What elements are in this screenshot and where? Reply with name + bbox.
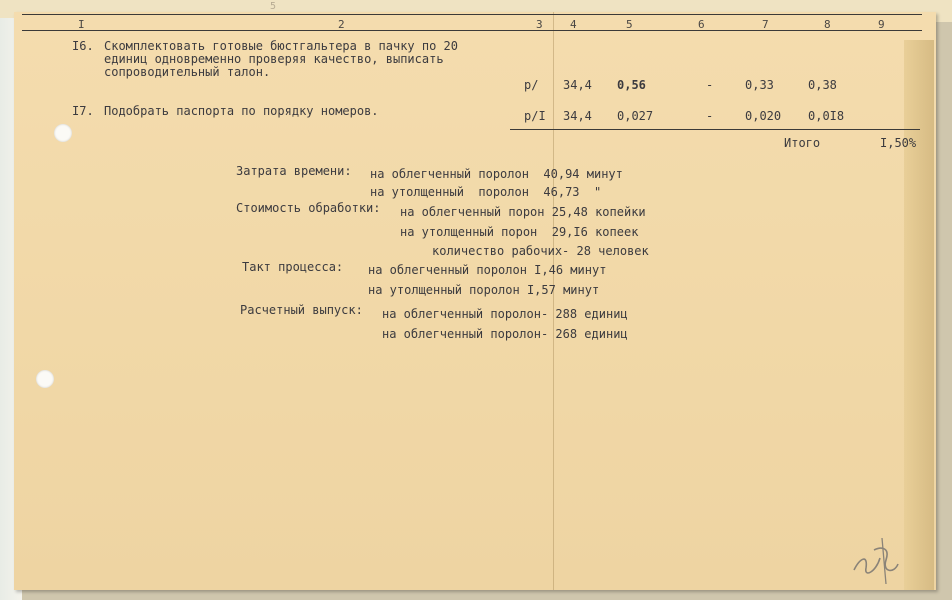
row-value-2: 0,56 xyxy=(617,78,646,92)
header-col-7: 7 xyxy=(762,18,769,31)
punch-hole-bottom xyxy=(36,370,54,388)
row-value-1: 34,4 xyxy=(563,109,592,123)
punch-hole-top xyxy=(54,124,72,142)
cost-line-1: на облегченный порон 25,48 копейки xyxy=(400,205,646,219)
row-value-4: 0,38 xyxy=(808,78,837,92)
time-line-2: на утолщенный поролон 46,73 " xyxy=(370,185,602,199)
total-rule xyxy=(510,129,920,130)
header-col-3: 3 xyxy=(536,18,543,31)
time-label: Затрата времени: xyxy=(236,164,352,178)
header-col-6: 6 xyxy=(698,18,705,31)
handwritten-signature xyxy=(846,528,906,588)
row-dash: - xyxy=(706,109,714,123)
time-line-1: на облегченный поролон 40,94 минут xyxy=(370,167,623,181)
takt-label: Такт процесса: xyxy=(242,260,344,274)
row-value-4: 0,0I8 xyxy=(808,109,845,123)
row-grade: р/ xyxy=(524,78,539,92)
header-col-9: 9 xyxy=(878,18,885,31)
row-grade: р/I xyxy=(524,109,546,123)
output-label: Расчетный выпуск: xyxy=(240,303,363,317)
row-value-1: 34,4 xyxy=(563,78,592,92)
row-value-3: 0,33 xyxy=(745,78,774,92)
row-text-line-1: Скомплектовать готовые бюстгальтера в пачку по 20 xyxy=(104,39,459,53)
row-value-3: 0,020 xyxy=(745,109,782,123)
row-text-line-2: единиц одновременно проверяя качество, выписать xyxy=(104,52,444,66)
cost-label: Стоимость обработки: xyxy=(236,201,381,215)
header-col-2: 2 xyxy=(338,18,345,31)
row-text-line-1: Подобрать паспорта по порядку номеров. xyxy=(104,104,379,118)
total-label: Итого xyxy=(784,136,821,150)
right-fold xyxy=(904,40,934,590)
takt-line-2: на утолщенный поролон I,57 минут xyxy=(368,283,600,297)
cost-line-2: на утолщенный порон 29,I6 копеек xyxy=(400,225,639,239)
row-text-line-3: сопроводительный талон. xyxy=(104,65,271,79)
row-dash: - xyxy=(706,78,714,92)
document-sheet xyxy=(14,12,936,590)
output-line-1: на облегченный поролон- 288 единиц xyxy=(382,307,628,321)
row-number: I7. xyxy=(72,104,94,118)
header-col-5: 5 xyxy=(626,18,633,31)
faint-number: 5 xyxy=(270,1,277,12)
header-bottom-rule xyxy=(22,30,922,31)
total-value: I,50% xyxy=(880,136,917,150)
row-number: I6. xyxy=(72,39,94,53)
header-top-rule xyxy=(22,14,922,15)
header-col-8: 8 xyxy=(824,18,831,31)
header-col-4: 4 xyxy=(570,18,577,31)
workers-count: количество рабочих- 28 человек xyxy=(432,244,649,258)
row-value-2: 0,027 xyxy=(617,109,654,123)
header-col-1: I xyxy=(78,18,85,31)
takt-line-1: на облегченный поролон I,46 минут xyxy=(368,263,607,277)
fold-crease xyxy=(553,12,554,590)
output-line-2: на облегченный поролон- 268 единиц xyxy=(382,327,628,341)
